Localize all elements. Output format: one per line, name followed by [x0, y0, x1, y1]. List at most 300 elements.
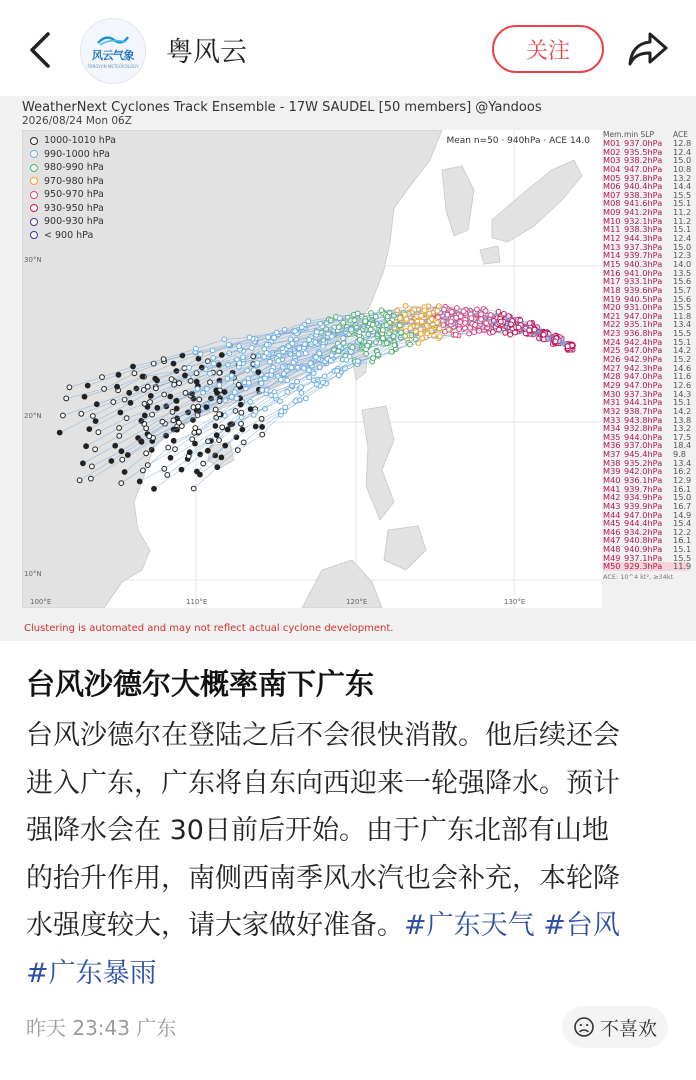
dislike-label: 不喜欢 — [599, 1017, 657, 1040]
track-point — [208, 371, 213, 376]
member-id: M12 — [603, 233, 621, 244]
track-point — [196, 356, 201, 361]
member-ace: 14.6 — [673, 362, 692, 373]
member-ace: 15.1 — [673, 397, 692, 408]
member-ace: 16.1 — [673, 483, 692, 494]
lon-label-120: 120°E — [346, 598, 368, 606]
member-min-slp: 933.1hPa — [624, 276, 663, 287]
track-point — [454, 315, 459, 320]
track-point — [241, 440, 246, 445]
track-point — [408, 342, 413, 347]
track-point — [363, 319, 368, 324]
track-point — [498, 319, 503, 324]
figure-date: 2026/08/24 Mon 06Z — [22, 115, 132, 127]
member-table — [603, 130, 692, 582]
track-point — [473, 323, 478, 328]
track-point — [96, 430, 101, 435]
track-point — [248, 407, 253, 412]
track-point — [336, 325, 341, 330]
member-id: M07 — [603, 189, 621, 200]
member-id: M36 — [603, 440, 621, 451]
legend-marker — [30, 204, 38, 212]
track-point — [260, 388, 265, 393]
track-ensemble-image[interactable] — [0, 96, 696, 641]
track-point — [144, 426, 149, 431]
member-id: M03 — [603, 155, 621, 166]
body-line: 强降水会在 30日前后开始。由于广东北部有山地 — [26, 815, 609, 846]
track-point — [272, 335, 277, 340]
dislike-button[interactable] — [562, 1006, 668, 1048]
member-min-slp: 932.1hPa — [624, 215, 663, 226]
track-point — [479, 312, 484, 317]
track-point — [197, 397, 202, 402]
member-ace: 12.6 — [673, 379, 692, 390]
member-ace: 15.5 — [673, 302, 692, 313]
member-id: M20 — [603, 302, 621, 313]
member-min-slp: 935.2hPa — [624, 457, 663, 468]
member-id: M43 — [603, 500, 621, 511]
track-point — [125, 453, 130, 458]
track-point — [541, 332, 546, 337]
track-point — [235, 448, 240, 453]
track-point — [418, 331, 423, 336]
member-ace: 16.7 — [673, 500, 692, 511]
member-min-slp: 939.7hPa — [624, 483, 663, 494]
track-point — [64, 396, 69, 401]
member-min-slp: 932.8hPa — [624, 423, 663, 434]
track-point — [118, 410, 123, 415]
track-point — [191, 486, 196, 491]
track-point — [119, 449, 124, 454]
track-point — [245, 368, 250, 373]
track-point — [419, 319, 424, 324]
member-ace: 12.4 — [673, 233, 692, 244]
legend-label: 900-930 hPa — [44, 216, 104, 228]
track-point — [187, 365, 192, 370]
track-point — [145, 463, 150, 468]
track-point — [264, 351, 269, 356]
track-point — [303, 351, 308, 356]
member-ace: 11.8 — [673, 310, 692, 321]
member-ace: 18.4 — [673, 440, 692, 451]
member-min-slp: 938.7hPa — [624, 405, 663, 416]
track-point — [109, 459, 114, 464]
track-point — [403, 304, 408, 309]
member-min-slp: 938.2hPa — [624, 155, 663, 166]
member-ace: 15.1 — [673, 224, 692, 235]
member-min-slp: 938.3hPa — [624, 189, 663, 200]
track-point — [518, 318, 523, 323]
track-point — [329, 358, 334, 363]
track-point — [283, 405, 288, 410]
member-min-slp: 940.9hPa — [624, 544, 663, 555]
member-id: M10 — [603, 215, 621, 226]
member-min-slp: 945.4hPa — [624, 449, 663, 460]
lon-label-100: 100°E — [30, 598, 52, 606]
logo-icon — [96, 33, 130, 47]
member-ace: 11.2 — [673, 215, 692, 226]
track-point — [335, 368, 340, 373]
member-id: M01 — [603, 138, 621, 148]
member-id: M38 — [603, 457, 621, 468]
track-point — [171, 418, 176, 423]
member-min-slp: 937.0hPa — [624, 138, 663, 148]
member-ace: 12.8 — [673, 138, 692, 148]
track-point — [187, 450, 192, 455]
track-point — [173, 447, 178, 452]
track-point — [234, 396, 239, 401]
member-min-slp: 942.9hPa — [624, 354, 663, 365]
member-id: M06 — [603, 181, 621, 192]
track-point — [117, 426, 122, 431]
track-point — [449, 319, 454, 324]
track-point — [553, 339, 558, 344]
track-point — [341, 320, 346, 325]
track-point — [399, 330, 404, 335]
hashtag-guangdong-rainstorm[interactable]: #广东暴雨 — [26, 957, 157, 989]
legend-label: 950-970 hPa — [44, 189, 104, 201]
member-min-slp: 947.0hPa — [624, 345, 663, 356]
member-id: M14 — [603, 250, 621, 261]
logo-text: 风云气象 — [92, 49, 134, 62]
track-point — [162, 466, 167, 471]
legend-marker — [30, 177, 38, 185]
track-point — [85, 383, 90, 388]
member-id: M19 — [603, 293, 621, 304]
member-ace: 13.5 — [673, 267, 692, 278]
track-point — [220, 425, 225, 430]
track-point — [249, 346, 254, 351]
track-point — [205, 386, 210, 391]
track-point — [238, 402, 243, 407]
member-ace: 15.1 — [673, 544, 692, 555]
track-point — [239, 415, 244, 420]
member-min-slp: 939.7hPa — [624, 250, 663, 261]
hashtag-typhoon[interactable]: #台风 — [543, 910, 620, 941]
track-point — [467, 331, 472, 336]
track-point — [229, 394, 234, 399]
member-min-slp: 943.8hPa — [624, 414, 663, 425]
hashtag-guangdong-weather[interactable]: #广东天气 — [404, 910, 535, 941]
track-point — [341, 336, 346, 341]
track-point — [570, 343, 575, 348]
track-point — [148, 400, 153, 405]
track-point — [260, 425, 265, 430]
track-point — [435, 308, 440, 313]
track-point — [153, 376, 158, 381]
track-point — [513, 330, 518, 335]
member-id: M32 — [603, 405, 621, 416]
track-point — [318, 321, 323, 326]
member-id: M21 — [603, 310, 621, 321]
track-point — [115, 384, 120, 389]
track-point — [217, 371, 222, 376]
legend-item — [30, 202, 116, 216]
member-id: M44 — [603, 509, 621, 520]
track-point — [122, 470, 127, 475]
member-id: M40 — [603, 474, 621, 485]
track-point — [461, 309, 466, 314]
legend-marker — [30, 164, 38, 172]
member-id: M15 — [603, 258, 621, 269]
member-id: M13 — [603, 241, 621, 252]
track-point — [565, 344, 570, 349]
track-point — [321, 344, 326, 349]
member-id: M11 — [603, 224, 621, 235]
track-point — [177, 420, 182, 425]
track-point — [213, 407, 218, 412]
track-point — [222, 337, 227, 342]
track-point — [379, 308, 384, 313]
member-ace: 14.2 — [673, 345, 692, 356]
track-point — [371, 356, 376, 361]
member-id: M35 — [603, 431, 621, 442]
track-point — [264, 342, 269, 347]
track-point — [357, 337, 362, 342]
legend-label: 930-950 hPa — [44, 202, 104, 214]
track-point — [274, 330, 279, 335]
member-min-slp: 944.1hPa — [624, 397, 663, 408]
legend-marker — [30, 231, 38, 239]
legend-label: 990-1000 hPa — [44, 148, 110, 160]
track-point — [289, 365, 294, 370]
member-min-slp: 947.0hPa — [624, 310, 663, 321]
member-id: M16 — [603, 267, 621, 278]
track-point — [259, 381, 264, 386]
track-point — [355, 311, 360, 316]
track-point — [171, 361, 176, 366]
table-note: ACE: 10^4 kt², ≥34kt — [603, 573, 674, 582]
track-point — [240, 427, 245, 432]
member-row — [603, 561, 692, 572]
track-point — [497, 327, 502, 332]
member-id: M29 — [603, 379, 621, 390]
member-min-slp: 940.4hPa — [624, 181, 663, 192]
track-point — [295, 379, 300, 384]
track-point — [141, 468, 146, 473]
member-ace: 13.2 — [673, 423, 692, 434]
member-ace: 11.6 — [673, 371, 692, 382]
member-id: M08 — [603, 198, 621, 209]
track-point — [457, 327, 462, 332]
track-point — [321, 380, 326, 385]
lat-label-30: 30°N — [24, 256, 42, 264]
track-point — [213, 424, 218, 429]
track-point — [475, 307, 480, 312]
member-id: M04 — [603, 163, 621, 174]
track-point — [196, 404, 201, 409]
member-id: M47 — [603, 535, 621, 546]
track-point — [94, 402, 99, 407]
track-point — [168, 394, 173, 399]
track-point — [215, 391, 220, 396]
member-min-slp: 947.0hPa — [624, 509, 663, 520]
track-point — [111, 400, 116, 405]
legend-label: < 900 hPa — [44, 229, 94, 241]
track-point — [293, 329, 298, 334]
track-point — [113, 443, 118, 448]
member-min-slp: 935.1hPa — [624, 319, 663, 330]
member-id: M41 — [603, 483, 621, 494]
member-ace: 14.4 — [673, 181, 692, 192]
track-point — [247, 381, 252, 386]
track-point — [87, 427, 92, 432]
member-min-slp: 938.3hPa — [624, 224, 663, 235]
track-point — [311, 371, 316, 376]
track-point — [168, 455, 173, 460]
track-point — [201, 461, 206, 466]
member-ace: 14.0 — [673, 258, 692, 269]
member-ace: 16.2 — [673, 466, 692, 477]
track-point — [380, 328, 385, 333]
col-header-ace: ACE — [673, 130, 688, 139]
share-button[interactable] — [626, 28, 670, 70]
member-min-slp: 947.0hPa — [624, 163, 663, 174]
member-min-slp: 939.9hPa — [624, 500, 663, 511]
track-point — [330, 334, 335, 339]
member-id: M37 — [603, 449, 621, 460]
track-point — [427, 311, 432, 316]
body-line: 台风沙德尔在登陆之后不会很快消散。他后续还会 — [26, 720, 620, 751]
member-min-slp: 936.1hPa — [624, 474, 663, 485]
legend-marker — [30, 218, 38, 226]
member-id: M33 — [603, 414, 621, 425]
track-point — [469, 316, 474, 321]
track-point — [214, 433, 219, 438]
member-ace: 11.2 — [673, 207, 692, 218]
track-point — [222, 390, 227, 395]
track-point — [381, 336, 386, 341]
track-point — [193, 426, 198, 431]
member-min-slp: 941.6hPa — [624, 198, 663, 209]
track-point — [502, 312, 507, 317]
member-min-slp: 942.3hPa — [624, 362, 663, 373]
ensemble-stats: Mean n=50 · 940hPa · ACE 14.0 — [446, 136, 590, 146]
track-point — [435, 320, 440, 325]
member-id: M22 — [603, 319, 621, 330]
track-point — [356, 359, 361, 364]
member-ace: 15.6 — [673, 293, 692, 304]
track-point — [389, 349, 394, 354]
member-ace: 15.1 — [673, 198, 692, 209]
track-point — [337, 316, 342, 321]
track-point — [541, 337, 546, 342]
track-point — [296, 352, 301, 357]
frown-face-icon — [573, 1016, 595, 1038]
track-point — [413, 329, 418, 334]
track-point — [128, 400, 133, 405]
article-body — [26, 712, 676, 997]
member-min-slp: 947.0hPa — [624, 371, 663, 382]
track-point — [171, 438, 176, 443]
back-button[interactable] — [24, 28, 60, 72]
track-point — [61, 413, 66, 418]
track-point — [445, 312, 450, 317]
member-min-slp: 934.9hPa — [624, 492, 663, 503]
member-id: M34 — [603, 423, 621, 434]
track-point — [269, 368, 274, 373]
member-ace: 10.8 — [673, 163, 692, 174]
track-point — [144, 451, 149, 456]
track-point — [253, 409, 258, 414]
track-point — [79, 411, 84, 416]
member-ace: 12.9 — [673, 474, 692, 485]
track-point — [453, 332, 458, 337]
track-point — [140, 374, 145, 379]
legend-item — [30, 134, 116, 148]
track-point — [174, 406, 179, 411]
track-point — [77, 478, 82, 483]
member-id: M26 — [603, 354, 621, 365]
track-point — [241, 355, 246, 360]
track-point — [303, 396, 308, 401]
member-min-slp: 936.8hPa — [624, 328, 663, 339]
avatar[interactable] — [80, 18, 146, 84]
follow-button[interactable]: 关注 — [492, 25, 604, 73]
track-point — [527, 328, 532, 333]
member-ace: 15.0 — [673, 492, 692, 503]
track-point — [313, 340, 318, 345]
col-header-member: Mem. — [603, 130, 624, 139]
author-name[interactable]: 粤风云 — [166, 37, 247, 68]
track-point — [232, 390, 237, 395]
track-point — [90, 464, 95, 469]
track-point — [288, 337, 293, 342]
track-point — [193, 441, 198, 446]
member-id: M24 — [603, 336, 621, 347]
member-ace: 14.2 — [673, 405, 692, 416]
track-point — [210, 348, 215, 353]
track-point — [282, 371, 287, 376]
body-line — [26, 950, 676, 998]
member-min-slp: 937.0hPa — [624, 440, 663, 451]
track-point — [297, 346, 302, 351]
track-point — [161, 357, 166, 362]
legend-label: 970-980 hPa — [44, 175, 104, 187]
member-id: M45 — [603, 518, 621, 529]
track-point — [398, 316, 403, 321]
track-point — [443, 329, 448, 334]
track-point — [177, 381, 182, 386]
track-point — [117, 434, 122, 439]
track-point — [132, 371, 137, 376]
track-point — [57, 430, 62, 435]
track-point — [385, 314, 390, 319]
track-point — [349, 327, 354, 332]
member-min-slp: 937.1hPa — [624, 552, 663, 563]
member-ace: 17.5 — [673, 431, 692, 442]
track-point — [384, 341, 389, 346]
track-point — [217, 383, 222, 388]
track-point — [268, 359, 273, 364]
track-point — [165, 473, 170, 478]
top-bar — [0, 0, 696, 96]
legend-marker — [30, 191, 38, 199]
member-min-slp: 944.0hPa — [624, 431, 663, 442]
track-point — [190, 437, 195, 442]
member-min-slp: 941.2hPa — [624, 207, 663, 218]
track-point — [438, 334, 443, 339]
track-point — [91, 414, 96, 419]
track-point — [322, 374, 327, 379]
track-point — [84, 444, 89, 449]
member-id: M05 — [603, 172, 621, 183]
member-ace: 15.5 — [673, 328, 692, 339]
member-ace: 15.4 — [673, 518, 692, 529]
track-point — [350, 345, 355, 350]
member-id: M30 — [603, 388, 621, 399]
track-point — [93, 419, 98, 424]
